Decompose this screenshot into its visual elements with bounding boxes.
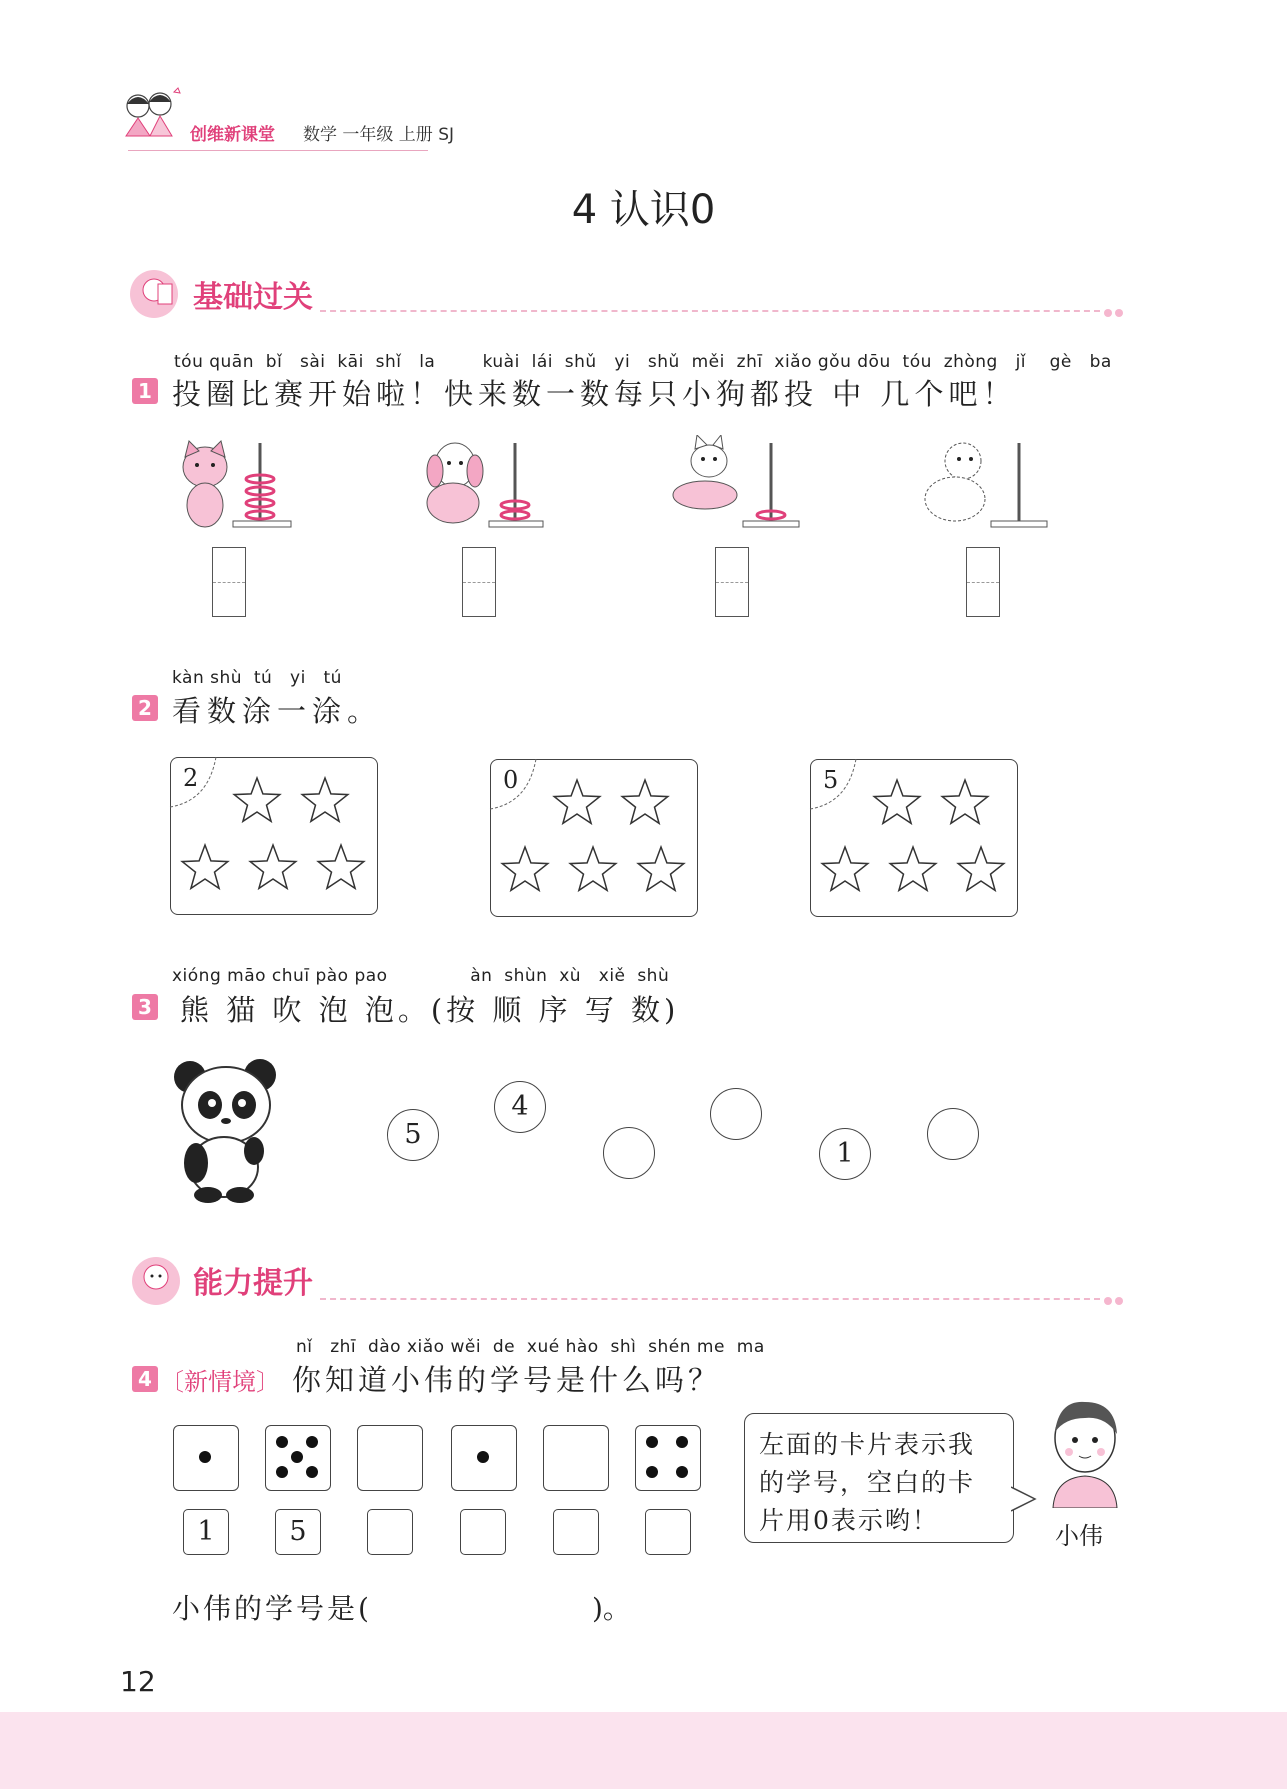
lesson-title: 4 认识0	[571, 187, 716, 233]
speech-bubble: 左面的卡片表示我的学号，空白的卡片用0表示哟！	[744, 1413, 1014, 1543]
dice-card	[451, 1425, 517, 1491]
dice-card	[265, 1425, 331, 1491]
q3-text: 熊 猫 吹 泡 泡。(按 顺 序 写 数)	[180, 993, 680, 1027]
boy-reading-icon	[128, 266, 184, 322]
card-number: 0	[503, 766, 519, 794]
answer-box[interactable]	[715, 547, 749, 617]
section-title-basic: 基础过关	[193, 280, 313, 315]
header-underline	[128, 150, 428, 151]
character-name: 小伟	[1055, 1522, 1103, 1550]
q1-text: 投圈比赛开始啦！快来数一数每只小狗都投 中 几个吧！	[172, 377, 1017, 411]
card-number: 2	[183, 764, 199, 792]
star-card	[810, 759, 1018, 917]
question-number: 2	[132, 695, 158, 721]
thinking-kid-icon	[128, 1253, 184, 1309]
answer-blank[interactable]	[380, 1590, 585, 1624]
section-divider	[320, 310, 1100, 312]
bubble-circle[interactable]	[603, 1127, 655, 1179]
number-box[interactable]: 5	[275, 1509, 321, 1555]
bubble-circle[interactable]	[927, 1108, 979, 1160]
number-box[interactable]	[367, 1509, 413, 1555]
q2-pinyin: kàn shù tú yi tú	[172, 668, 342, 688]
dice-card	[635, 1425, 701, 1491]
q2-text: 看数涂一涂。	[172, 694, 383, 728]
answer-box[interactable]	[212, 547, 246, 617]
panda-icon	[168, 1055, 288, 1205]
brand-name: 创维新课堂	[190, 125, 275, 145]
question-number: 1	[132, 378, 158, 404]
number-box[interactable]	[645, 1509, 691, 1555]
number-box[interactable]: 1	[183, 1509, 229, 1555]
q3-pinyin: xióng māo chuī pào pao àn shùn xù xiě shù	[172, 966, 670, 986]
section-dots	[1104, 302, 1126, 321]
new-scenario-tag: 〔新情境〕	[160, 1368, 280, 1396]
dog-with-rings-3	[665, 435, 800, 531]
answer-box[interactable]	[966, 547, 1000, 617]
answer-box[interactable]	[462, 547, 496, 617]
dog-with-rings-2	[415, 435, 545, 531]
dice-card	[173, 1425, 239, 1491]
q1-pinyin: tóu quān bǐ sài kāi shǐ la kuài lái shǔ yi shǔ měi zhī xiǎo gǒu dōu tóu zhòng jǐ gè ba	[174, 352, 1112, 372]
kids-logo-icon	[118, 84, 188, 154]
dog-with-rings-4	[915, 435, 1050, 531]
bubble-circle[interactable]: 1	[819, 1128, 871, 1180]
number-box[interactable]	[553, 1509, 599, 1555]
star-card	[490, 759, 698, 917]
subject-info: 数学 一年级 上册 SJ	[303, 125, 455, 145]
section-divider	[320, 1298, 1100, 1300]
footer-band	[0, 1712, 1287, 1789]
dice-card	[357, 1425, 423, 1491]
answer-suffix: )。	[592, 1592, 631, 1625]
bubble-tail	[1011, 1485, 1037, 1515]
dog-with-rings-1	[175, 435, 295, 531]
question-number: 4	[132, 1366, 158, 1392]
section-dots	[1104, 1290, 1126, 1309]
boy-xiaowei-icon	[1045, 1398, 1125, 1508]
bubble-circle[interactable]: 4	[494, 1081, 546, 1133]
card-number: 5	[823, 766, 839, 794]
bubble-circle[interactable]: 5	[387, 1109, 439, 1161]
section-title-advanced: 能力提升	[193, 1266, 313, 1301]
q4-pinyin: nǐ zhī dào xiǎo wěi de xué hào shì shén me ma	[296, 1337, 765, 1357]
answer-prefix: 小伟的学号是(	[172, 1592, 372, 1625]
dice-card	[543, 1425, 609, 1491]
page-number: 12	[120, 1665, 156, 1698]
star-card	[170, 757, 378, 915]
question-number: 3	[132, 994, 158, 1020]
bubble-circle[interactable]	[710, 1088, 762, 1140]
q4-text: 你知道小伟的学号是什么吗？	[292, 1363, 722, 1397]
number-box[interactable]	[460, 1509, 506, 1555]
